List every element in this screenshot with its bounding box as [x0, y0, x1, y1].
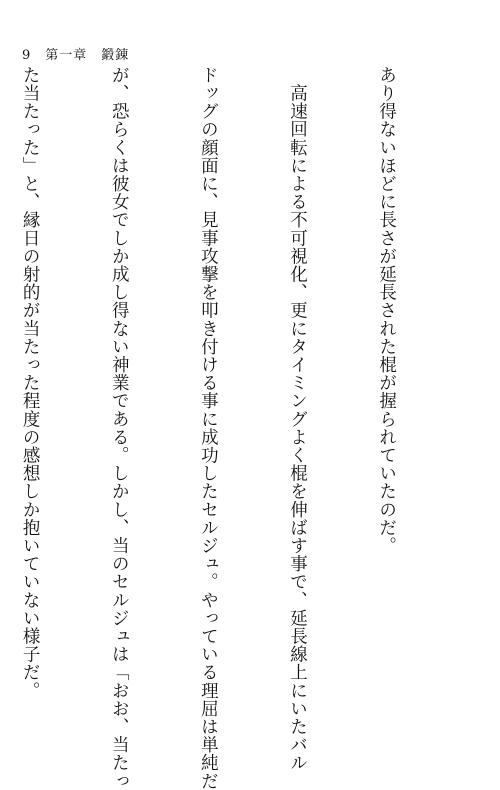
- page-number: 9: [22, 48, 32, 63]
- running-header: [22, 44, 129, 63]
- text-line: あり得ないほどに長さが延長された棍が握られていたのだ。: [376, 66, 397, 555]
- vertical-body-text: [0, 66, 460, 790]
- chapter-title: 第一章 鍛錬: [45, 48, 130, 63]
- text-line: 高速回転による不可視化、更にタイミングよく棍を伸ばす事で、延長線上にいたバル: [287, 66, 308, 772]
- text-line: た当たった」と、縁日の射的が当たった程度の感想しか抱いていない様子だ。: [20, 66, 41, 700]
- text-line: が、恐らくは彼女でしか成し得ない神業である。しかし、当のセルジュは「おお、当たっ: [109, 66, 130, 790]
- text-line: ドッグの顔面に、見事攻撃を叩き付ける事に成功したセルジュ。やっている理屈は単純だ: [198, 66, 219, 790]
